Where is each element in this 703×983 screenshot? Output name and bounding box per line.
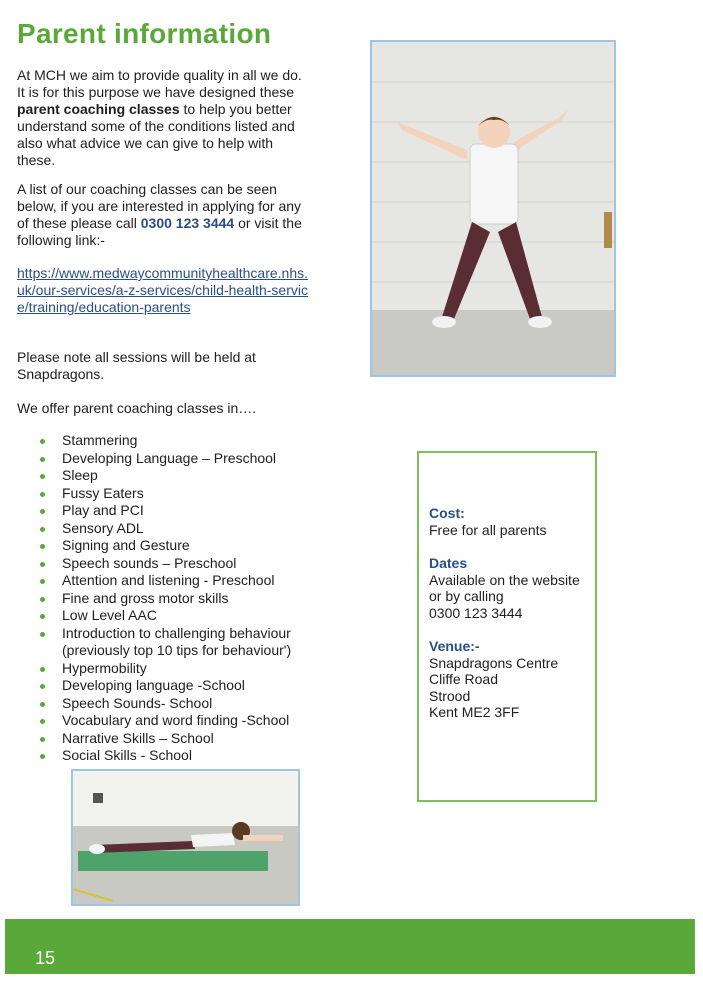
class-list-item [40, 467, 320, 485]
bullet-icon [40, 632, 45, 637]
page-number: 15 [35, 948, 56, 968]
class-name: Sensory ADL [62, 519, 144, 536]
class-name: Developing Language – Preschool [62, 449, 277, 466]
bullet-icon [40, 562, 45, 567]
class-name: Sleep [62, 467, 98, 483]
class-list-item [40, 537, 320, 555]
class-name: Developing language -School [62, 677, 245, 693]
phone-number: 0300 123 3444 [140, 215, 235, 231]
bullet-icon [40, 702, 45, 707]
class-name: Fine and gross motor skills [62, 589, 229, 606]
education-parents-link[interactable]: https://www.medwaycommunityhealthcare.nhs.uk/our-services/a-z-services/child-health-service/training/education-parents [17, 265, 309, 315]
superman-pose-illustration [73, 771, 298, 904]
class-name: Introduction to challenging behaviour (previously top 10 tips for behaviour') [62, 624, 292, 658]
class-name: Low Level AAC [62, 607, 157, 623]
footer-bar [5, 919, 695, 974]
class-list-item [40, 677, 320, 695]
bullet-icon [40, 439, 45, 444]
class-list-item [40, 660, 320, 678]
class-list-item [40, 502, 320, 520]
dates-line-1: Available on the website [429, 571, 580, 588]
apply-tail: or visit the following link:- [17, 215, 302, 248]
cost-label: Cost: [429, 505, 465, 521]
venue-line-1: Snapdragons Centre [429, 654, 559, 671]
class-list-item [40, 590, 320, 608]
offer-heading: We offer parent coaching classes in…. [17, 400, 257, 416]
class-list-item [40, 607, 320, 625]
dates-line-2: or by calling [429, 588, 504, 604]
bullet-icon [40, 527, 45, 532]
class-list-item [40, 625, 320, 660]
class-list-item [40, 432, 320, 450]
dates-section [429, 555, 580, 621]
apply-paragraph [17, 181, 307, 249]
class-list-item [40, 572, 320, 590]
venue-line-2: Cliffe Road [429, 671, 499, 687]
bullet-icon [40, 737, 45, 742]
cost-value: Free for all parents [429, 521, 547, 538]
venue-label: Venue:- [429, 638, 480, 654]
class-list-item [40, 555, 320, 573]
bullet-icon [40, 754, 45, 759]
venue-note: Please note all sessions will be held at Snapdragons. [17, 349, 256, 382]
class-list-item [40, 747, 320, 765]
venue-line-4: Kent ME2 3FF [429, 704, 520, 720]
bullet-icon [40, 684, 45, 689]
class-name: Narrative Skills – School [62, 729, 214, 746]
bullet-icon [40, 597, 45, 602]
bullet-icon [40, 509, 45, 514]
page-title: Parent information [17, 18, 272, 49]
intro-bold: parent coaching classes [17, 101, 180, 117]
bullet-icon [40, 492, 45, 497]
bullet-icon [40, 667, 45, 672]
class-list-item [40, 712, 320, 730]
bullet-icon [40, 579, 45, 584]
venue-line-3: Strood [429, 687, 471, 704]
session-info-box [417, 451, 597, 802]
bullet-icon [40, 457, 45, 462]
bullet-icon [40, 474, 45, 479]
dates-line-3: 0300 123 3444 [429, 604, 523, 621]
bullet-icon [40, 614, 45, 619]
class-list-item [40, 730, 320, 748]
class-name: Social Skills - School [62, 747, 192, 763]
apply-text: A list of our coaching classes can be seen below, if you are interested in applying for any of these please call [17, 181, 302, 231]
dates-label: Dates [429, 555, 468, 571]
class-list-item [40, 485, 320, 503]
class-name: Stammering [62, 432, 138, 448]
class-list-item [40, 520, 320, 538]
venue-section [429, 638, 580, 721]
class-name: Hypermobility [62, 659, 147, 676]
bullet-icon [40, 719, 45, 724]
child-star-jump-photo [370, 40, 616, 377]
class-name: Speech Sounds- School [62, 694, 213, 711]
class-list-item [40, 695, 320, 713]
class-name: Speech sounds – Preschool [62, 554, 237, 571]
class-name: Attention and listening - Preschool [62, 572, 275, 588]
intro-text-1: At MCH we aim to provide quality in all we do. It is for this purpose we have designed these [17, 67, 302, 100]
intro-paragraph [17, 67, 307, 169]
classes-list [40, 432, 320, 765]
bullet-icon [40, 544, 45, 549]
class-list-item [40, 450, 320, 468]
star-jump-illustration [372, 42, 614, 375]
class-name: Fussy Eaters [62, 484, 144, 501]
class-name: Vocabulary and word finding -School [62, 712, 290, 728]
child-superman-pose-photo [71, 769, 300, 906]
intro-text-2: to help you better understand some of the conditions listed and also what advice we can give to help with these. [17, 101, 295, 168]
class-name: Play and PCI [62, 502, 144, 518]
cost-section [429, 505, 580, 538]
class-name: Signing and Gesture [62, 537, 190, 553]
